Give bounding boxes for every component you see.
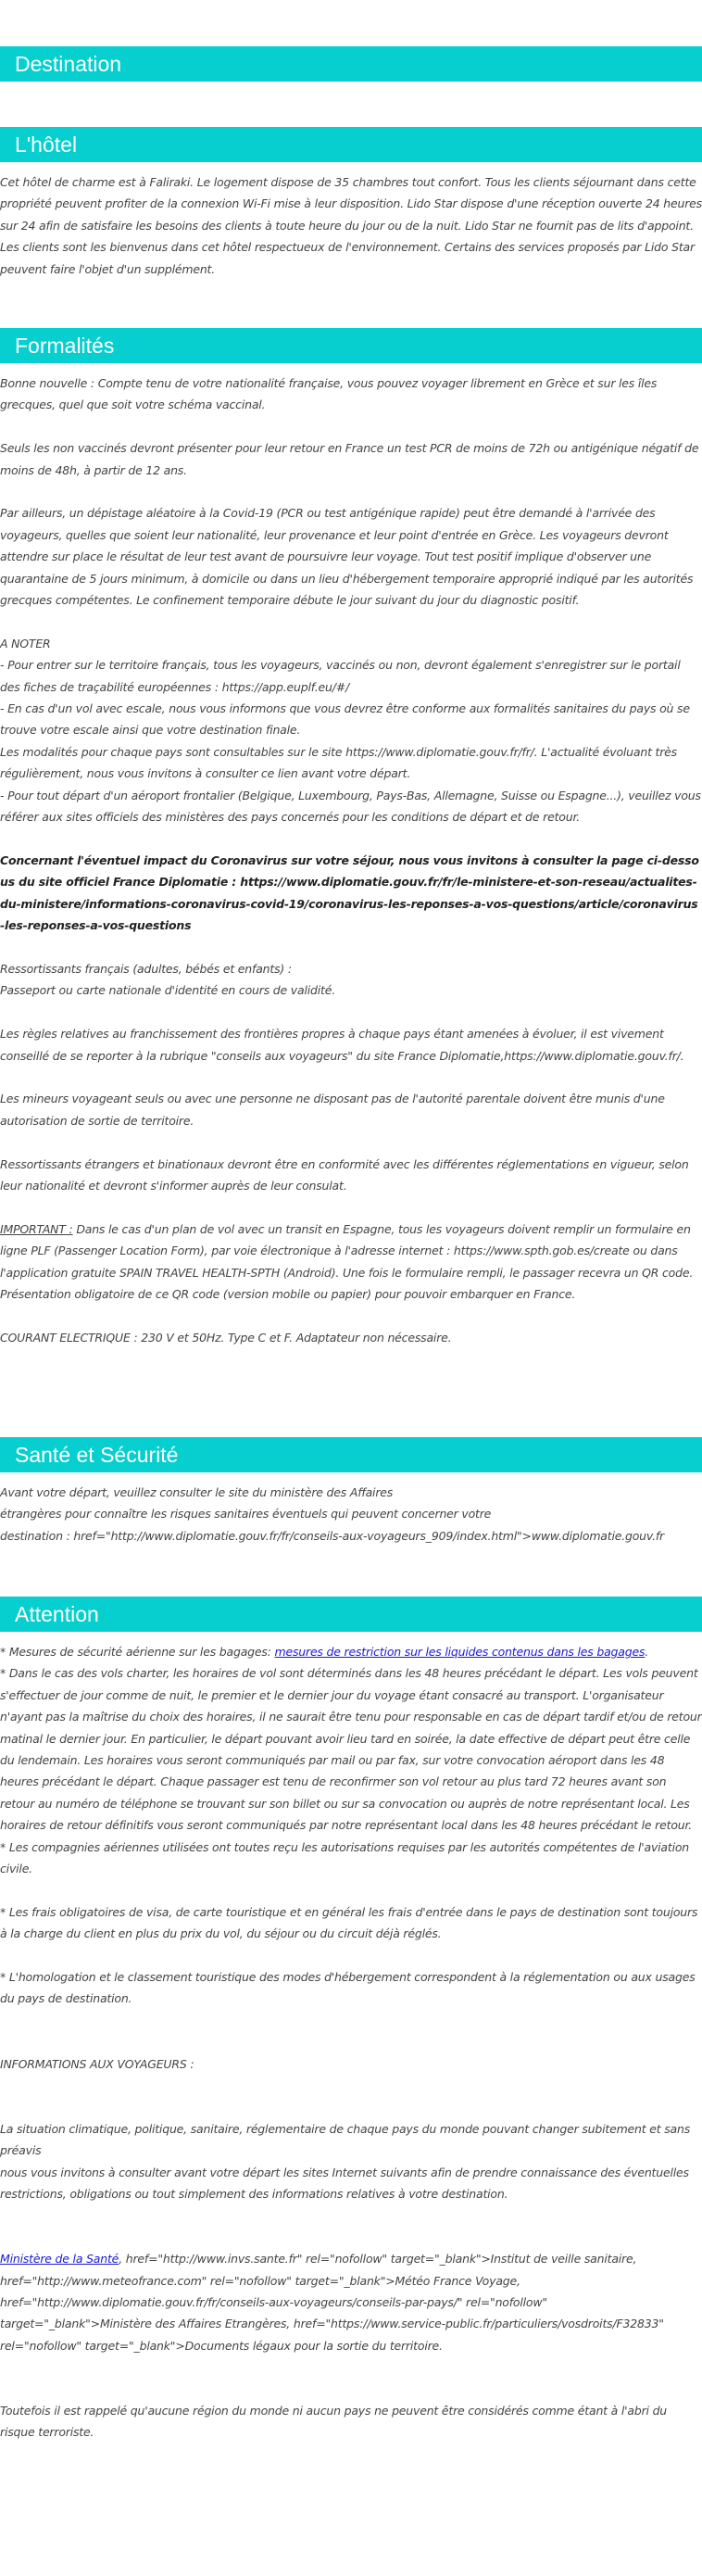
noter-title: A NOTER	[0, 636, 51, 650]
mineurs-notice: Les mineurs voyageant seuls ou avec une personne ne disposant pas de l'autorité parentale doivent être munis d'une autorisation de sortie de territoire.	[0, 1092, 669, 1128]
hotel-description	[0, 171, 702, 280]
mesures-suffix: .	[645, 1645, 649, 1659]
sites-liens	[0, 2248, 702, 2356]
important-label: IMPORTANT :	[0, 1221, 73, 1236]
formalites-body	[0, 373, 702, 1348]
section-header-formalites: Formalités	[0, 328, 702, 363]
attention-body	[0, 1641, 702, 2443]
informations-voyageurs: INFORMATIONS AUX VOYAGEURS :	[0, 2056, 194, 2071]
section-header-hotel: L'hôtel	[0, 127, 702, 162]
mesures-prefix: * Mesures de sécurité aérienne sur les bagages:	[0, 1645, 275, 1659]
important-notice	[0, 1219, 702, 1306]
noter-item-3: Les modalités pour chaque pays sont consultables sur le site https://www.diplomatie.gouv.fr/fr/. L'actualité évoluant très régulièrement, nous vous invitons à consulter ce lien avant votre départ.	[0, 744, 681, 781]
climat-line-2: nous vous invitons à consulter avant votre départ les sites Internet suivants afin de prendre connaissance des éventuelles restrictions, obligations ou tout simplement des informations relatives à votre destination.	[0, 2165, 693, 2202]
frais-obligatoires: * Les frais obligatoires de visa, de carte touristique et en général les frais d'entrée dans le pays de destination sont toujours à la charge du client en plus du prix du vol, du séjour ou du circuit déjà réglés.	[0, 1904, 702, 1941]
liquides-restriction-link[interactable]: mesures de restriction sur les liquides contenus dans les bagages	[274, 1645, 646, 1659]
mesures-securite	[0, 1641, 702, 1662]
noter-item-1: - Pour entrer sur le territoire français, tous les voyageurs, vaccinés ou non, devront également s'enregistrer sur le portail des fiches de traçabilité européennes : https://app.euplf.eu/#/	[0, 658, 684, 694]
sante-line-3: destination : href="http://www.diplomatie.gouv.fr/fr/conseils-aux-voyageurs_909/index.html">www.diplomatie.gouv.fr	[0, 1528, 664, 1543]
climat-line-1: La situation climatique, politique, sanitaire, réglementaire de chaque pays du monde pouvant changer subitement et sans préavis	[0, 2121, 694, 2158]
sante-line-1: Avant votre départ, veuillez consulter le site du ministère des Affaires	[0, 1485, 394, 1499]
ministere-sante-link[interactable]: Ministère de la Santé	[0, 2252, 119, 2267]
important-text: Dans le cas d'un plan de vol avec un transit en Espagne, tous les voyageurs doivent remplir un formulaire en ligne PLF (Passenger Location Form), par voie électronique à l'adresse internet : https://www.spth.gob.es/create ou dans l'application gratuite SPAIN TRAVEL HEALTH-SPTH (Android). Une fois le formulaire rempli, le passager recevra un QR code. Présentation obligatoire de ce QR code (version mobile ou papier) pour pouvoir embarquer en France.	[0, 1221, 696, 1301]
sante-body	[0, 1482, 702, 1547]
compagnies-aeriennes: * Les compagnies aériennes utilisées ont toutes reçu les autorisations requises par les autorités compétentes de l'aviation civile.	[0, 1839, 693, 1876]
hotel-text: Cet hôtel de charme est à Faliraki. Le logement dispose de 35 chambres tout confort. Tous les clients séjournant dans cette propriété peuvent profiter de la connexion Wi-Fi mise à leur disposition. Lido Star dispose d'une réception ouverte 24 heures sur 24 afin de satisfaire les besoins des clients à toute heure du jour ou de la nuit. Lido Star ne fournit pas de lits d'appoint. Les clients sont les bienvenus dans cet hôtel respectueux de l'environnement. Certains des services proposés par Lido Star peuvent faire l'objet d'un supplément.	[0, 175, 702, 276]
ressortissants-title: Ressortissants français (adultes, bébés et enfants) :	[0, 961, 292, 976]
section-header-attention: Attention	[0, 1597, 702, 1632]
sante-line-2: étrangères pour connaître les risques sanitaires éventuels qui peuvent concerner votre	[0, 1507, 492, 1522]
noter-item-4: - Pour tout départ d'un aéroport frontalier (Belgique, Luxembourg, Pays-Bas, Allemagne, Suisse ou Espagne...), veuillez vous référer aux sites officiels des ministères des pays concernés pour les conditions de départ et de retour.	[0, 788, 701, 825]
section-header-destination: Destination	[0, 46, 702, 82]
noter-item-2: - En cas d'un vol avec escale, nous vous informons que vous devrez être conforme aux formalités sanitaires du pays où se trouve votre escale ainsi que votre destination finale.	[0, 701, 694, 738]
section-header-sante: Santé et Sécurité	[0, 1437, 702, 1472]
courant-electrique: COURANT ELECTRIQUE : 230 V et 50Hz. Type C et F. Adaptateur non nécessaire.	[0, 1330, 452, 1345]
formalites-paragraph-3: Par ailleurs, un dépistage aléatoire à la Covid-19 (PCR ou test antigénique rapide) peut être demandé à l'arrivée des voyageurs, quelles que soient leur nationalité, leur provenance et leur point d'entrée en Grèce. Les voyageurs devront attendre sur place le résultat de leur test avant de poursuivre leur voyage. Tout test positif implique d'observer une quarantaine de 5 jours minimum, à domicile ou dans un lieu d'hébergement temporaire approprié indiqué par les autorités grecques compétentes. Le confinement temporaire débute le jour suivant du jour du diagnostic positif.	[0, 506, 697, 608]
coronavirus-notice: Concernant l'éventuel impact du Coronavirus sur votre séjour, nous vous invitons à consulter la page ci-dessous du site officiel France Diplomatie : https://www.diplomatie.gouv.fr/fr/le-ministere-et-son-reseau/actualites-du-ministere/informations-coronavirus-covid-19/coronavirus-les-reponses-a-vos-questions/article/coronavirus-les-reponses-a-vos-questions	[0, 852, 699, 933]
vols-charter: * Dans le cas des vols charter, les horaires de vol sont déterminés dans les 48 heures précédant le départ. Les vols peuvent s'effectuer de jour comme de nuit, le premier et le dernier jour du voyage étant consacré au transport. L'organisateur n'ayant pas la maîtrise du choix des horaires, il ne saurait être tenu pour responsable en cas de départ tardif et/ou de retour matinal le dernier jour. En particulier, le départ pouvant avoir lieu tard en soirée, la date effective de départ peut être celle du lendemain. Les horaires vous seront communiqués par mail ou par fax, sur votre convocation aéroport dans les 48 heures précédant le départ. Chaque passager est tenu de reconfirmer son vol retour au plus tard 72 heures avant son retour au numéro de téléphone se trouvant sur son billet ou sur sa convocation ou auprès de notre représentant local. Les horaires de retour définitifs vous seront communiqués par notre représentant local dans les 48 heures précédant le retour.	[0, 1666, 702, 1833]
formalites-paragraph-1: Bonne nouvelle : Compte tenu de votre nationalité française, vous pouvez voyager librement en Grèce et sur les îles grecques, quel que soit votre schéma vaccinal.	[0, 376, 661, 412]
ressortissants-docs: Passeport ou carte nationale d'identité en cours de validité.	[0, 983, 335, 998]
sites-liens-text: , href="http://www.invs.sante.fr" rel="nofollow" target="_blank">Institut de veille sanitaire, href="http://www.meteofrance.com" rel="nofollow" target="_blank">Météo France Voyage, href="http://www.diplomatie.gouv.fr/fr/conseils-aux-voyageurs/conseils-par-pays/" rel="nofollow" target="_blank">Ministère des Affaires Etrangères, href="https://www.service-public.fr/particuliers/vosdroits/F32833" rel="nofollow" target="_blank">Documents légaux pour la sortie du territoire.	[0, 2252, 668, 2353]
regles-frontieres: Les règles relatives au franchissement des frontières propres à chaque pays étant amenées à évoluer, il est vivement conseillé de se reporter à la rubrique "conseils aux voyageurs" du site France Diplomatie,https://www.diplomatie.gouv.fr/.	[0, 1027, 684, 1063]
risque-terroriste: Toutefois il est rappelé qu'aucune région du monde ni aucun pays ne peuvent être considérés comme étant à l'abri du risque terroriste.	[0, 2404, 671, 2440]
homologation: * L'homologation et le classement touristique des modes d'hébergement correspondent à la réglementation ou aux usages du pays de destination.	[0, 1970, 699, 2006]
formalites-paragraph-2: Seuls les non vaccinés devront présenter pour leur retour en France un test PCR de moins de 72h ou antigénique négatif de moins de 48h, à partir de 12 ans.	[0, 441, 702, 477]
etrangers-notice: Ressortissants étrangers et binationaux devront être en conformité avec les différentes réglementations en vigueur, selon leur nationalité et devront s'informer auprès de leur consulat.	[0, 1156, 693, 1193]
